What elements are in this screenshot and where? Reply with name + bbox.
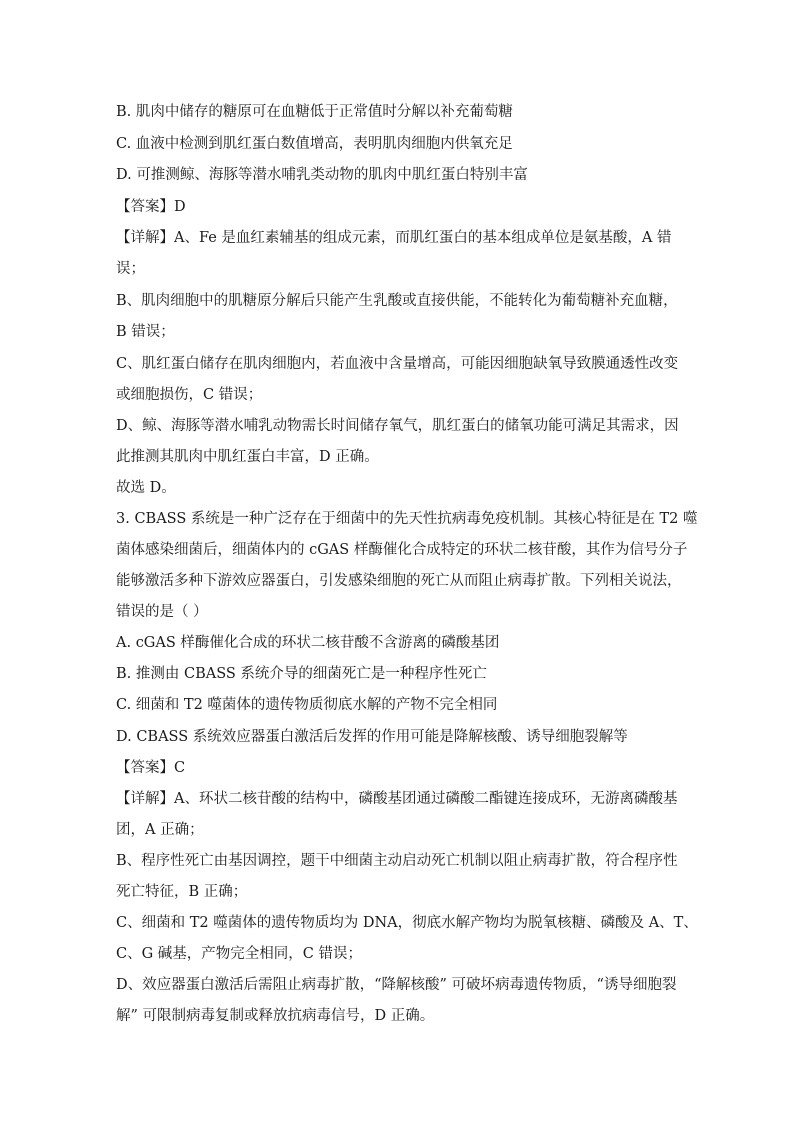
q3-stem-line4: 错误的是（ ） bbox=[116, 604, 208, 620]
q3-detail-a-line1: 【详解】A、环状二核苷酸的结构中，磷酸基团通过磷酸二酯键连接成环，无游离磷酸基 bbox=[116, 791, 678, 807]
q3-detail-b-line1: B、程序性死亡由基因调控，题干中细菌主动启动死亡机制以阻止病毒扩散，符合程序性 bbox=[116, 853, 678, 869]
q3-stem-line3: 能够激活多种下游效应器蛋白，引发感染细胞的死亡从而阻止病毒扩散。下列相关说法， bbox=[116, 573, 682, 589]
q2-detail-d-line1: D、鲸、海豚等潜水哺乳动物需长时间储存氧气，肌红蛋白的储氧功能可满足其需求，因 bbox=[116, 418, 679, 434]
q2-option-b: B. 肌肉中储存的糖原可在血糖低于正常值时分解以补充葡萄糖 bbox=[116, 104, 513, 120]
q3-detail-d-line2: 解” 可限制病毒复制或释放抗病毒信号，D 正确。 bbox=[116, 1008, 435, 1024]
q3-option-d: D. CBASS 系统效应器蛋白激活后发挥的作用可能是降解核酸、诱导细胞裂解等 bbox=[116, 729, 628, 745]
q3-detail-c-line1: C、细菌和 T2 噬菌体的遗传物质均为 DNA，彻底水解产物均为脱氧核糖、磷酸及 A、T、 bbox=[116, 915, 698, 931]
q2-detail-a-line1: 【详解】A、Fe 是血红素辅基的组成元素，而肌红蛋白的基本组成单位是氨基酸，A 错 bbox=[116, 230, 672, 246]
q2-detail-a-line2: 误； bbox=[116, 261, 145, 277]
q3-detail-b-line2: 死亡特征，B 正确； bbox=[116, 884, 248, 900]
q3-detail-a-line2: 团，A 正确； bbox=[116, 822, 204, 838]
q2-option-d: D. 可推测鲸、海豚等潜水哺乳类动物的肌肉中肌红蛋白特别丰富 bbox=[116, 167, 528, 183]
q3-option-a: A. cGAS 样酶催化合成的环状二核苷酸不含游离的磷酸基团 bbox=[116, 635, 500, 651]
q3-option-c: C. 细菌和 T2 噬菌体的遗传物质彻底水解的产物不完全相同 bbox=[116, 697, 498, 713]
q3-option-b: B. 推测由 CBASS 系统介导的细菌死亡是一种程序性死亡 bbox=[116, 666, 487, 682]
q2-detail-b-line1: B、肌肉细胞中的肌糖原分解后只能产生乳酸或直接供能，不能转化为葡萄糖补充血糖， bbox=[116, 293, 678, 309]
q2-detail-d-line2: 此推测其肌肉中肌红蛋白丰富，D 正确。 bbox=[116, 449, 379, 465]
q3-detail-c-line2: C、G 碱基，产物完全相同，C 错误； bbox=[116, 946, 362, 962]
q2-detail-c-line1: C、肌红蛋白储存在肌肉细胞内，若血液中含量增高，可能因细胞缺氧导致膜通透性改变 bbox=[116, 356, 679, 372]
q3-answer: 【答案】C bbox=[116, 760, 186, 776]
q2-answer: 【答案】D bbox=[116, 199, 186, 215]
q3-stem-line1: 3. CBASS 系统是一种广泛存在于细菌中的先天性抗病毒免疫机制。其核心特征是在 T2 噬 bbox=[116, 511, 698, 527]
q2-detail-b-line2: B 错误； bbox=[116, 324, 175, 340]
q3-stem-line2: 菌体感染细菌后，细菌体内的 cGAS 样酶催化合成特定的环状二核苷酸，其作为信号分子 bbox=[116, 542, 688, 558]
q3-detail-d-line1: D、效应器蛋白激活后需阻止病毒扩散，“降解核酸” 可破坏病毒遗传物质，“诱导细胞裂 bbox=[116, 977, 677, 993]
q2-conclusion: 故选 D。 bbox=[116, 480, 176, 496]
q2-option-c: C. 血液中检测到肌红蛋白数值增高，表明肌肉细胞内供氧充足 bbox=[116, 136, 513, 152]
q2-detail-c-line2: 或细胞损伤，C 错误； bbox=[116, 387, 263, 403]
